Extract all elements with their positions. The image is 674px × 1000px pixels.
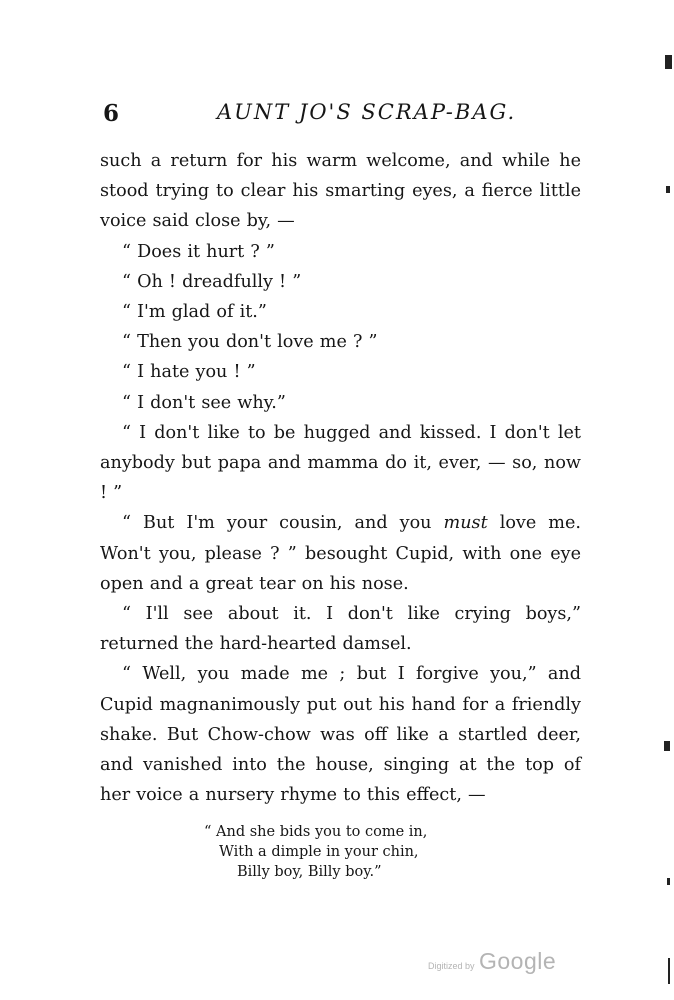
scan-edge-mark — [665, 55, 672, 69]
watermark-brand: Google — [478, 948, 557, 974]
scan-edge-mark — [666, 186, 670, 193]
paragraph: “ I hate you ! ” — [122, 362, 256, 383]
paragraph: “ I don't see why.” — [122, 392, 286, 413]
paragraph: “ Well, you made me ; but I forgive you,” and Cupid magnanimously put out his hand for a friendly shake. But Chow-chow was off like a startled deer, and vanished into the house, singing at the top of her voice a nursery rhyme to this effect, — — [100, 664, 581, 806]
running-title: AUNT JO'S SCRAP-BAG. — [217, 100, 517, 124]
watermark-prefix: Digitized by — [428, 961, 475, 971]
scan-edge-mark — [664, 741, 670, 751]
paragraph — [100, 508, 581, 599]
paragraph-text: “ But I'm your cousin, and you — [122, 513, 444, 534]
paragraph: “ Oh ! dreadfully ! ” — [122, 271, 302, 292]
paragraph: “ I'm glad of it.” — [122, 302, 267, 323]
paragraph: “ I'll see about it. I don't like crying boys,” returned the hard-hearted damsel. — [100, 604, 581, 655]
paragraph: such a return for his warm welcome, and while he stood trying to clear his smarting eyes, a fierce little voice said close by, — — [100, 151, 581, 232]
verse-quote — [204, 822, 427, 882]
verse-line: “ And she bids you to come in, — [204, 824, 428, 840]
scan-edge-mark — [668, 958, 670, 984]
paragraph: “ I don't like to be hugged and kissed. I don't let anybody but papa and mamma do it, ever, — so, now ! ” — [100, 422, 581, 504]
body-text — [100, 146, 581, 810]
verse-line: Billy boy, Billy boy.” — [237, 864, 382, 880]
paragraph: “ Then you don't love me ? ” — [122, 332, 378, 353]
verse-line: With a dimple in your chin, — [219, 844, 419, 860]
scan-watermark — [428, 948, 556, 975]
paragraph: “ Does it hurt ? ” — [122, 241, 275, 262]
scan-edge-mark — [667, 878, 670, 885]
page-number: 6 — [103, 100, 120, 127]
paragraph-text: love me. Won't you, please ? ” besought Cupid, with one eye open and a great tear on his nose. — [100, 513, 581, 594]
emphasis-word: must — [443, 513, 488, 534]
